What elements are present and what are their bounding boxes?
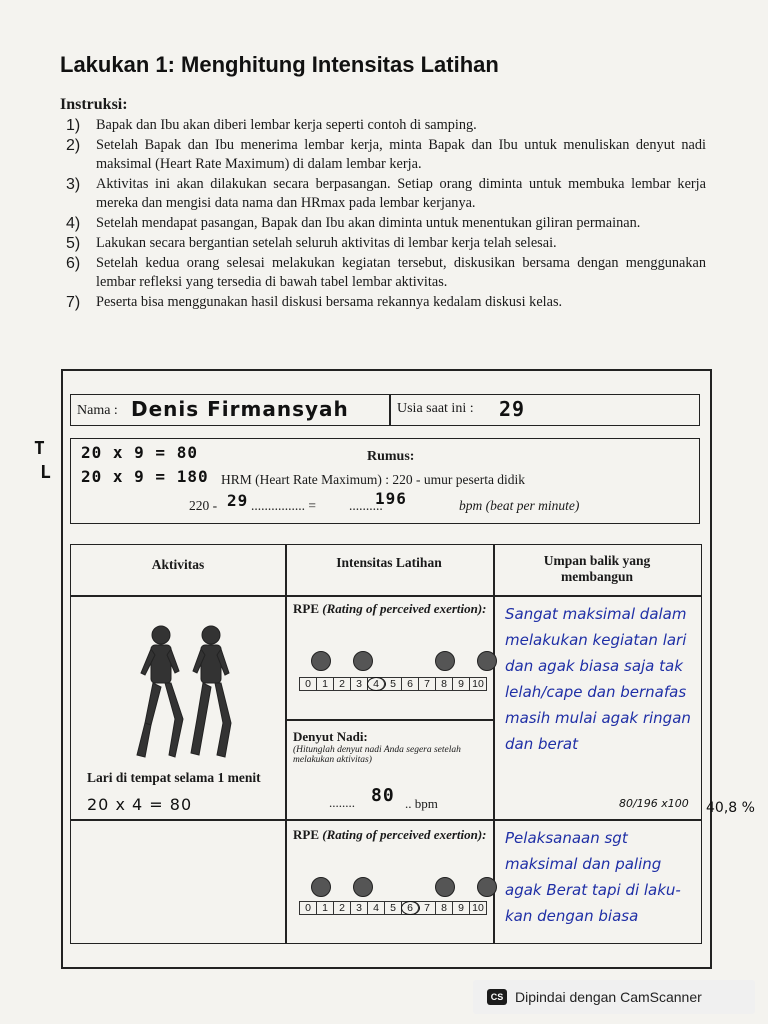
face-icon [353,877,373,897]
camscanner-logo-icon: CS [487,989,507,1005]
rpe-faces-2 [311,877,497,897]
face-icon [477,877,497,897]
calc-dots-1: ................ = [251,498,316,513]
activity-table [70,544,702,944]
instruction-item: 5) Lakukan secara bergantian setelah seluruh aktivitas di lembar kerja telah selesai. [66,235,557,252]
pulse-dots: ........ [329,795,355,810]
watermark-text: Dipindai dengan CamScanner [515,989,702,1005]
rpe-title: RPE (Rating of perceived exertion): [293,601,487,616]
header-intensity: Intensitas Latihan [336,555,442,570]
calc-dots-2: .......... [349,498,383,513]
instruction-item: 4) Setelah mendapat pasangan, Bapak dan Ibu akan diminta untuk menentukan giliran permainan. [66,215,641,232]
face-icon [395,877,413,895]
age-box [390,394,700,426]
feedback-calc: 80/196 x100 [619,797,689,810]
activity-label: Lari di tempat selama 1 menit [87,770,261,785]
rpe-scale: 0 1 2 3 4 5 6 7 8 9 10 [299,677,487,691]
scratch-calc-2: 20 x 9 = 180 [81,467,209,486]
formula-box [70,438,700,524]
instruction-item: 3) Aktivitas ini akan dilakukan secara berpasangan. Setiap orang diminta untuk membuka lembar kerja mereka dan mengisi data nama dan HRmax pada lembar kerjanya. [66,176,706,211]
face-icon [395,651,413,669]
activity-note: 20 x 4 = 80 [87,795,193,814]
calc-result: 196 [375,489,407,508]
rpe-faces [311,651,497,671]
face-icon [311,651,331,671]
instructions-heading: Instruksi: [60,96,128,113]
calc-prefix: 220 - [189,498,218,513]
scratch-calc-1: 20 x 9 = 80 [81,443,198,462]
name-label: Nama : [77,403,118,418]
face-icon [435,877,455,897]
instruction-item: 7) Peserta bisa menggunakan hasil diskusi bersama rekannya kedalam diskusi kelas. [66,294,563,311]
rpe-selected: 6 [402,902,419,914]
pulse-title: Denyut Nadi: [293,729,368,744]
row-divider [71,595,701,597]
running-figures-illustration [131,623,241,763]
instruction-item: 2) Setelah Bapak dan Ibu menerima lembar kerja, minta Bapak dan Ibu untuk menuliskan denyut nadi maksimal (Heart Rate Maximum) di dalam lembar kerja. [66,137,706,172]
formula-heading: Rumus: [367,449,415,464]
side-mark-t: T [34,438,46,459]
camscanner-watermark [473,980,755,1014]
cell-divider [285,719,493,721]
header-feedback: Umpan balik yang membangun [543,553,651,584]
instruction-item: 6) Setelah kedua orang selesai melakukan kegiatan tersebut, diskusikan bersama dengan menggunakan lembar refleksi yang tersedia di bawah tabel lembar aktivitas. [66,255,706,290]
row-divider [71,819,701,821]
column-divider [285,545,287,943]
side-mark-l: L [40,462,52,483]
rpe-title-2: RPE (Rating of perceived exertion): [293,827,487,842]
face-icon [311,877,331,897]
age-value: 29 [499,397,526,421]
formula-text: HRM (Heart Rate Maximum) : 220 - umur peserta didik [221,472,526,487]
feedback-result: 40,8 % [706,800,755,816]
calc-suffix: bpm (beat per minute) [459,498,580,513]
instructions-list [66,116,706,313]
calc-age: 29 [227,491,249,510]
name-box [70,394,390,426]
rpe-scale-2: 0 1 2 3 4 5 6 7 8 9 10 [299,901,487,915]
face-icon [477,651,497,671]
pulse-value: 80 [371,785,395,806]
feedback-text-1: Sangat maksimal dalam melakukan kegiatan lari dan agak biasa saja tak lelah/cape dan bernafas masih mulai agak ringan dan berat [505,605,691,753]
name-value: Denis Firmansyah [131,397,349,421]
header-activity: Aktivitas [151,557,205,572]
feedback-text-2: Pelaksanaan sgt maksimal dan paling agak Berat tapi di laku-kan dengan biasa [505,829,681,925]
pulse-note: (Hitunglah denyut nadi Anda segera setelah melakukan aktivitas) [293,745,461,765]
age-label: Usia saat ini : [397,401,474,416]
pulse-unit: .. bpm [405,796,438,811]
page-title: Lakukan 1: Menghitung Intensitas Latihan [60,52,499,77]
face-icon [435,651,455,671]
face-icon [353,651,373,671]
instruction-item: 1) Bapak dan Ibu akan diberi lembar kerja seperti contoh di samping. [66,117,477,134]
rpe-selected: 4 [368,678,385,690]
